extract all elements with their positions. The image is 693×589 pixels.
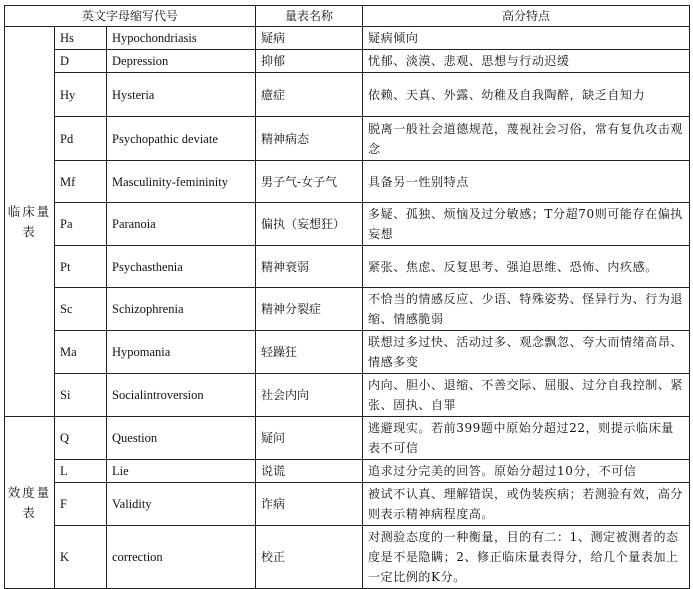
table-row xyxy=(5,483,690,526)
table-row xyxy=(5,246,690,288)
abbr-cell: Pt xyxy=(55,246,107,288)
table-row xyxy=(5,526,690,589)
english-name-cell: Paranoia xyxy=(107,203,256,246)
feature-cell: 对测验态度的一种衡量，目的有二：1、测定被测者的态度是不是隐瞒；2、修正临床量表得分，给几个量表加上一定比例的K分。 xyxy=(363,526,690,589)
english-name-cell: Depression xyxy=(107,50,256,73)
feature-cell: 多疑、孤独、烦恼及过分敏感；T分超70则可能存在偏执妄想 xyxy=(363,203,690,246)
abbr-cell: K xyxy=(55,526,107,589)
table-row xyxy=(5,417,690,460)
chinese-name-cell: 男子气-女子气 xyxy=(256,161,363,203)
english-name-cell: Question xyxy=(107,417,256,460)
chinese-name-cell: 诈病 xyxy=(256,483,363,526)
chinese-name-cell: 社会内向 xyxy=(256,374,363,417)
english-name-cell: Psychopathic deviate xyxy=(107,117,256,161)
abbr-cell: Ma xyxy=(55,331,107,374)
chinese-name-cell: 疑问 xyxy=(256,417,363,460)
feature-cell: 脱离一般社会道德规范，蔑视社会习俗，常有复仇攻击观念 xyxy=(363,117,690,161)
feature-cell: 不恰当的情感反应、少语、特殊姿势、怪异行为、行为退缩、情感脆弱 xyxy=(363,288,690,331)
table-row xyxy=(5,331,690,374)
chinese-name-cell: 精神衰弱 xyxy=(256,246,363,288)
header-features: 高分特点 xyxy=(363,6,690,27)
header-row xyxy=(5,6,690,27)
english-name-cell: Hypomania xyxy=(107,331,256,374)
table-row xyxy=(5,161,690,203)
table-row xyxy=(5,460,690,483)
feature-cell: 依赖、天真、外露、幼稚及自我陶醉，缺乏自知力 xyxy=(363,73,690,117)
english-name-cell: Psychasthenia xyxy=(107,246,256,288)
abbr-cell: Pd xyxy=(55,117,107,161)
chinese-name-cell: 校正 xyxy=(256,526,363,589)
abbr-cell: Hs xyxy=(55,27,107,50)
english-name-cell: Hypochondriasis xyxy=(107,27,256,50)
feature-cell: 追求过分完美的回答。原始分超过10分，不可信 xyxy=(363,460,690,483)
abbr-cell: Pa xyxy=(55,203,107,246)
abbr-cell: Si xyxy=(55,374,107,417)
feature-cell: 紧张、焦虑、反复思考、强迫思维、恐怖、内疚感。 xyxy=(363,246,690,288)
feature-cell: 被试不认真、理解错误，或伪装疾病；若测验有效，高分则表示精神病程度高。 xyxy=(363,483,690,526)
table-row xyxy=(5,27,690,50)
feature-cell: 内向、胆小、退缩、不善交际、屈服、过分自我控制、紧张、固执、自罪 xyxy=(363,374,690,417)
table-row xyxy=(5,374,690,417)
abbr-cell: D xyxy=(55,50,107,73)
chinese-name-cell: 疑病 xyxy=(256,27,363,50)
chinese-name-cell: 精神分裂症 xyxy=(256,288,363,331)
abbr-cell: F xyxy=(55,483,107,526)
table-row xyxy=(5,50,690,73)
abbr-cell: L xyxy=(55,460,107,483)
feature-cell: 联想过多过快、活动过多、观念飘忽、夸大而情绪高昂、情感多变 xyxy=(363,331,690,374)
abbr-cell: Q xyxy=(55,417,107,460)
feature-cell: 忧郁、淡漠、悲观、思想与行动迟缓 xyxy=(363,50,690,73)
english-name-cell: Schizophrenia xyxy=(107,288,256,331)
feature-cell: 疑病倾向 xyxy=(363,27,690,50)
mmpi-scales-table xyxy=(4,5,690,589)
table-row xyxy=(5,117,690,161)
table-row xyxy=(5,73,690,117)
chinese-name-cell: 偏执（妄想狂） xyxy=(256,203,363,246)
chinese-name-cell: 癔症 xyxy=(256,73,363,117)
header-name: 量表名称 xyxy=(256,6,363,27)
chinese-name-cell: 说谎 xyxy=(256,460,363,483)
header-abbr: 英文字母缩写代号 xyxy=(5,6,256,27)
table-row xyxy=(5,288,690,331)
feature-cell: 具备另一性别特点 xyxy=(363,161,690,203)
group-validity: 效度量表 xyxy=(5,417,55,589)
english-name-cell: Validity xyxy=(107,483,256,526)
chinese-name-cell: 精神病态 xyxy=(256,117,363,161)
chinese-name-cell: 抑郁 xyxy=(256,50,363,73)
group-clinical: 临床量表 xyxy=(5,27,55,417)
english-name-cell: Hysteria xyxy=(107,73,256,117)
table-row xyxy=(5,203,690,246)
abbr-cell: Sc xyxy=(55,288,107,331)
english-name-cell: Socialintroversion xyxy=(107,374,256,417)
chinese-name-cell: 轻躁狂 xyxy=(256,331,363,374)
abbr-cell: Mf xyxy=(55,161,107,203)
abbr-cell: Hy xyxy=(55,73,107,117)
english-name-cell: correction xyxy=(107,526,256,589)
english-name-cell: Lie xyxy=(107,460,256,483)
english-name-cell: Masculinity-femininity xyxy=(107,161,256,203)
feature-cell: 逃避现实。若前399题中原始分超过22，则提示临床量表不可信 xyxy=(363,417,690,460)
